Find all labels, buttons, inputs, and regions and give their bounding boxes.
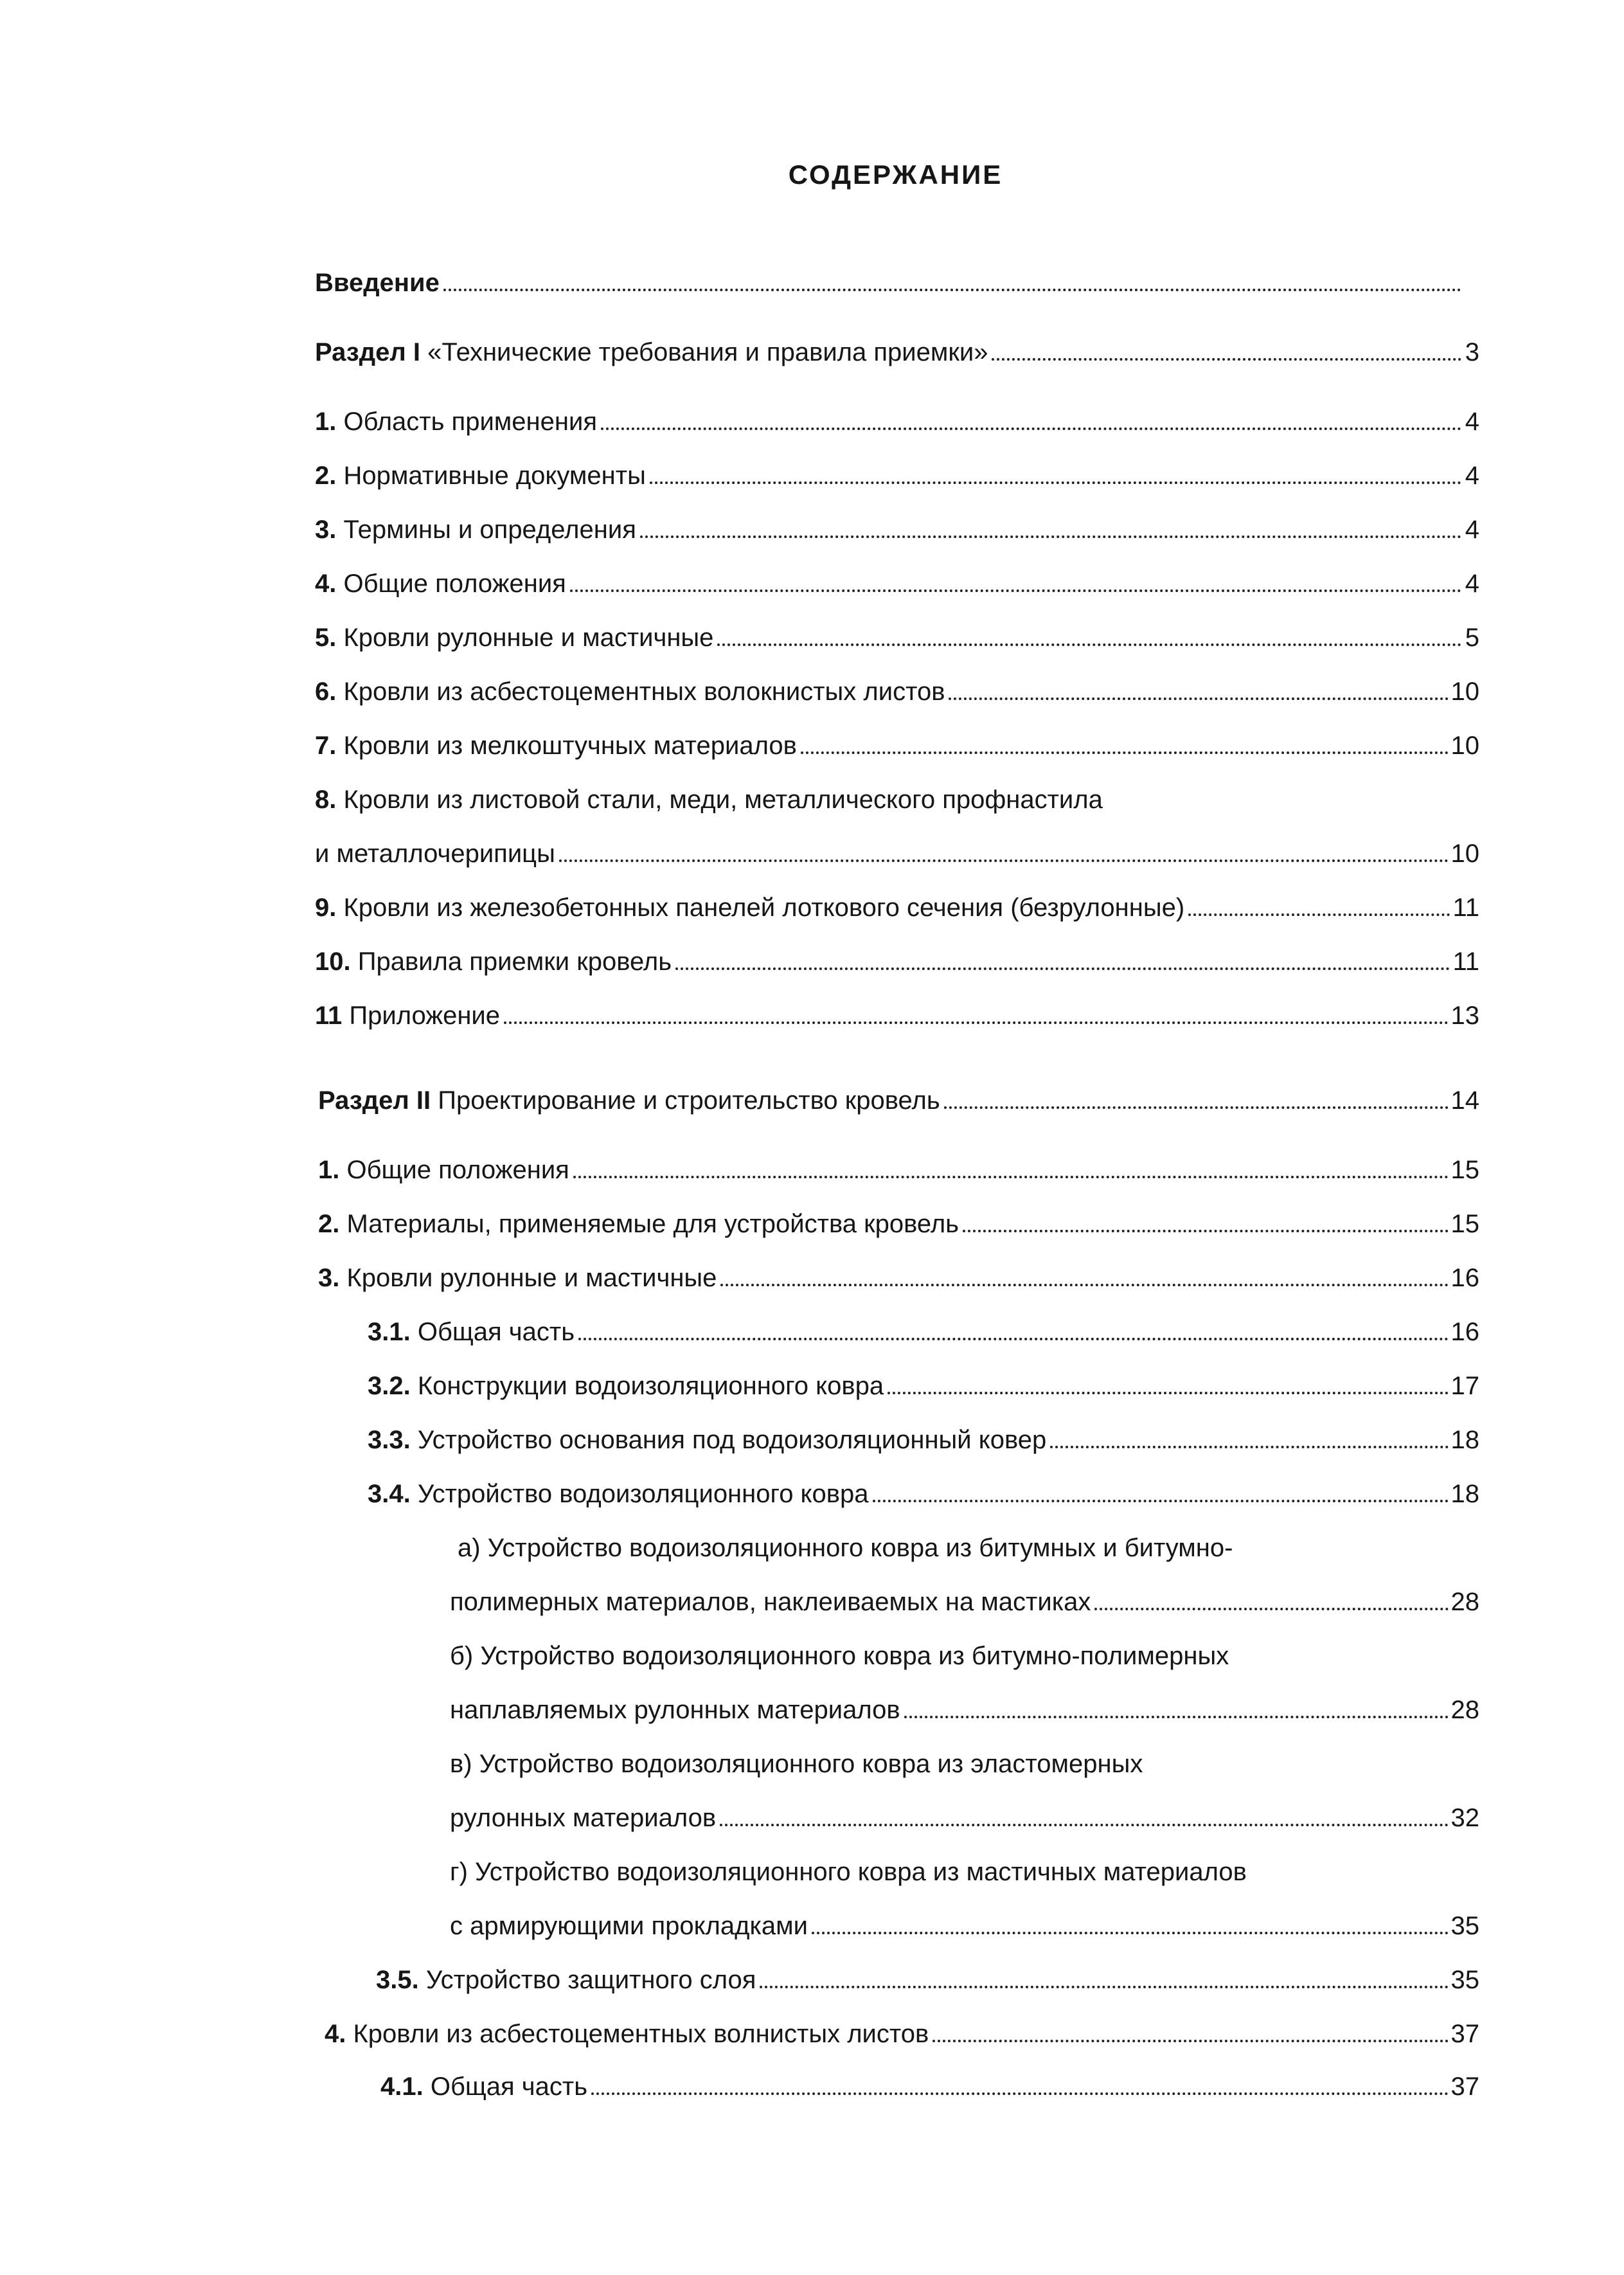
toc-page-number: 28 <box>1450 1588 1479 1616</box>
toc-page-number: 10 <box>1450 678 1479 706</box>
toc-leader <box>591 2092 1448 2095</box>
toc-entry <box>315 990 1479 1029</box>
toc-leader <box>963 1229 1448 1232</box>
toc-leader <box>675 967 1450 970</box>
toc-leader <box>717 643 1461 646</box>
toc-entry <box>315 774 1479 813</box>
toc-leader <box>944 1106 1449 1109</box>
toc-page-number: 15 <box>1450 1210 1479 1238</box>
toc-subsubentry <box>450 1846 1479 1885</box>
toc-entry-number: Раздел I <box>315 338 421 366</box>
toc-entry <box>315 450 1479 489</box>
toc-leader <box>904 1715 1449 1718</box>
toc-entry-label: Проектирование и строительство кровель <box>431 1086 940 1115</box>
toc-entry-number: 3.2. <box>368 1372 411 1400</box>
toc-subentry <box>368 1306 1479 1345</box>
toc-page-number: 18 <box>1450 1426 1479 1454</box>
toc-entry-section-2 <box>318 1075 1479 1113</box>
toc-leader <box>760 1985 1448 1988</box>
toc-leader <box>873 1499 1449 1502</box>
toc-entry <box>325 2008 1479 2047</box>
toc-entry-continuation <box>315 828 1479 867</box>
toc-leader <box>801 751 1449 754</box>
toc-page-number: 37 <box>1450 2073 1479 2101</box>
toc-entry-label: Материалы, применяемые для устройства кровель <box>339 1210 959 1238</box>
toc-leader <box>888 1391 1448 1394</box>
toc-entry <box>315 612 1479 651</box>
toc-entry-number: 3. <box>318 1264 340 1292</box>
toc-subsubentry-continuation <box>450 1792 1479 1831</box>
toc-entry-label: с армирующими прокладками <box>450 1912 808 1940</box>
toc-entry-number: 3. <box>315 516 337 544</box>
toc-subentry <box>368 1360 1479 1399</box>
toc-entry <box>315 396 1479 435</box>
toc-entry-introduction <box>315 257 1479 296</box>
toc-entry-number: 3.5. <box>376 1966 419 1994</box>
toc-leader <box>949 697 1448 700</box>
toc-leader <box>570 589 1461 592</box>
toc-subentry <box>380 2061 1479 2100</box>
toc-page-number: 16 <box>1450 1318 1479 1346</box>
toc-subentry <box>368 1414 1479 1453</box>
toc-subsubentry-continuation <box>450 1900 1479 1939</box>
toc-entry-number: 6. <box>315 678 337 706</box>
toc-entry-number: 3.4. <box>368 1480 411 1508</box>
toc-entry-label: Кровли из железобетонных панелей лоткового сечения (безрулонные) <box>336 894 1185 922</box>
toc-leader <box>578 1337 1448 1340</box>
toc-entry-number: 10. <box>315 948 351 976</box>
toc-entry-label: Кровли рулонные и мастичные <box>339 1264 717 1292</box>
toc-leader <box>1188 913 1450 916</box>
toc-entry-label: рулонных материалов <box>450 1804 717 1832</box>
toc-entry <box>315 558 1479 597</box>
toc-entry <box>315 666 1479 705</box>
toc-leader <box>932 2039 1448 2042</box>
toc-leader <box>443 288 1461 291</box>
toc-leader <box>573 1175 1449 1178</box>
toc-entry-label: Термины и определения <box>336 516 636 544</box>
toc-entry <box>315 720 1479 759</box>
toc-entry-label: полимерных материалов, наклеиваемых на мастиках <box>450 1588 1091 1616</box>
toc-page-number: 37 <box>1450 2020 1479 2048</box>
toc-entry-label: Кровли рулонные и мастичные <box>336 624 714 652</box>
toc-entry-label: Общие положения <box>336 570 566 598</box>
toc-entry-label: Устройство основания под водоизоляционный ковер <box>410 1426 1047 1454</box>
toc-subsubentry <box>458 1522 1479 1561</box>
toc-entry <box>315 882 1479 921</box>
toc-page-number: 4 <box>1465 408 1479 436</box>
toc-page-number: 11 <box>1452 948 1479 976</box>
toc-entry-label: Приложение <box>342 1002 501 1030</box>
toc-entry-label: Кровли из асбестоцементных волокнистых листов <box>336 678 945 706</box>
toc-page-number: 4 <box>1465 516 1479 544</box>
toc-subsubentry-continuation <box>450 1576 1479 1615</box>
toc-entry-label: Правила приемки кровель <box>350 948 672 976</box>
toc-page-number: 16 <box>1450 1264 1479 1292</box>
toc-entry-label: Область применения <box>336 408 597 436</box>
toc-entry-number: 11 <box>315 1002 343 1030</box>
toc-page-number: 10 <box>1450 732 1479 760</box>
page-title: СОДЕРЖАНИЕ <box>788 159 1003 190</box>
toc-page-number: 15 <box>1450 1156 1479 1184</box>
toc-entry-label: г) Устройство водоизоляционного ковра из мастичных материалов <box>450 1858 1247 1886</box>
toc-entry-number: 5. <box>315 624 337 652</box>
toc-leader <box>640 535 1461 538</box>
toc-page-number: 32 <box>1450 1804 1479 1832</box>
toc-entry-label: Нормативные документы <box>336 462 646 490</box>
toc-entry-number: Раздел II <box>318 1086 431 1115</box>
toc-entry-number: 4. <box>315 570 337 598</box>
toc-leader <box>559 859 1449 862</box>
toc-entry-number: 2. <box>318 1210 340 1238</box>
toc-entry-number: 8. <box>315 786 337 814</box>
toc-entry-label: Общая часть <box>410 1318 575 1346</box>
toc-page-number: 14 <box>1450 1086 1479 1115</box>
toc-page-number: 35 <box>1450 1966 1479 1994</box>
toc-entry-number: 9. <box>315 894 337 922</box>
toc-entry-label: Общие положения <box>339 1156 569 1184</box>
toc-page-number: 13 <box>1450 1002 1479 1030</box>
toc-entry-label: и металлочерипицы <box>315 840 555 868</box>
toc-page-number: 28 <box>1450 1696 1479 1724</box>
toc-entry-label: Общая часть <box>423 2073 588 2101</box>
toc-entry <box>318 1198 1479 1237</box>
toc-page-number: 18 <box>1450 1480 1479 1508</box>
toc-page-number: 5 <box>1465 624 1479 652</box>
toc-entry-number: 4. <box>325 2020 346 2048</box>
toc-page-number: 11 <box>1452 894 1479 922</box>
toc-entry <box>315 936 1479 975</box>
toc-entry-label: а) Устройство водоизоляционного ковра из битумных и битумно- <box>458 1534 1233 1562</box>
toc-subentry <box>376 1954 1479 1993</box>
toc-entry-label: Кровли из мелкоштучных материалов <box>336 732 797 760</box>
toc-leader <box>992 357 1461 361</box>
toc-page-number: 10 <box>1450 840 1479 868</box>
toc-entry <box>318 1144 1479 1183</box>
toc-page-number: 17 <box>1450 1372 1479 1400</box>
toc-entry-label: Кровли из асбестоцементных волнистых листов <box>346 2020 929 2048</box>
toc-page-number: 4 <box>1465 462 1479 490</box>
toc-page-number: 4 <box>1465 570 1479 598</box>
toc-entry-number: 3.3. <box>368 1426 411 1454</box>
toc-leader <box>504 1021 1448 1024</box>
toc-leader <box>601 427 1461 430</box>
toc-entry-label: «Технические требования и правила приемки» <box>420 338 988 366</box>
toc-leader <box>650 481 1461 484</box>
toc-entry-label: Устройство защитного слоя <box>418 1966 756 1994</box>
toc-entry <box>315 504 1479 543</box>
toc-leader <box>1050 1445 1448 1448</box>
toc-page-number: 3 <box>1465 338 1479 366</box>
toc-entry-label: Конструкции водоизоляционного ковра <box>410 1372 884 1400</box>
toc-subsubentry-continuation <box>450 1684 1479 1723</box>
toc-entry-label: наплавляемых рулонных материалов <box>450 1696 900 1724</box>
toc-subsubentry <box>450 1738 1479 1777</box>
toc-entry-label: в) Устройство водоизоляционного ковра из эластомерных <box>450 1750 1143 1778</box>
toc-entry-number: 1. <box>318 1156 340 1184</box>
toc-subsubentry <box>450 1630 1479 1669</box>
toc-entry-label: б) Устройство водоизоляционного ковра из битумно-полимерных <box>450 1642 1229 1670</box>
toc-entry-number: 4.1. <box>380 2073 424 2101</box>
toc-entry-number: 1. <box>315 408 337 436</box>
toc-entry-label: Устройство водоизоляционного ковра <box>410 1480 869 1508</box>
toc-leader <box>1094 1607 1448 1610</box>
toc-subentry <box>368 1468 1479 1507</box>
toc-entry-label: Введение <box>315 269 440 297</box>
toc-entry-number: 3.1. <box>368 1318 411 1346</box>
toc-leader <box>812 1931 1449 1934</box>
toc-entry <box>318 1252 1479 1291</box>
toc-entry-number: 2. <box>315 462 337 490</box>
toc-leader <box>720 1823 1448 1826</box>
toc-entry-label: Кровли из листовой стали, меди, металлического профнастила <box>336 786 1103 814</box>
toc-page-number: 35 <box>1450 1912 1479 1940</box>
toc-entry-section-1 <box>315 327 1479 365</box>
toc-entry-number: 7. <box>315 732 337 760</box>
toc-leader <box>720 1283 1448 1286</box>
